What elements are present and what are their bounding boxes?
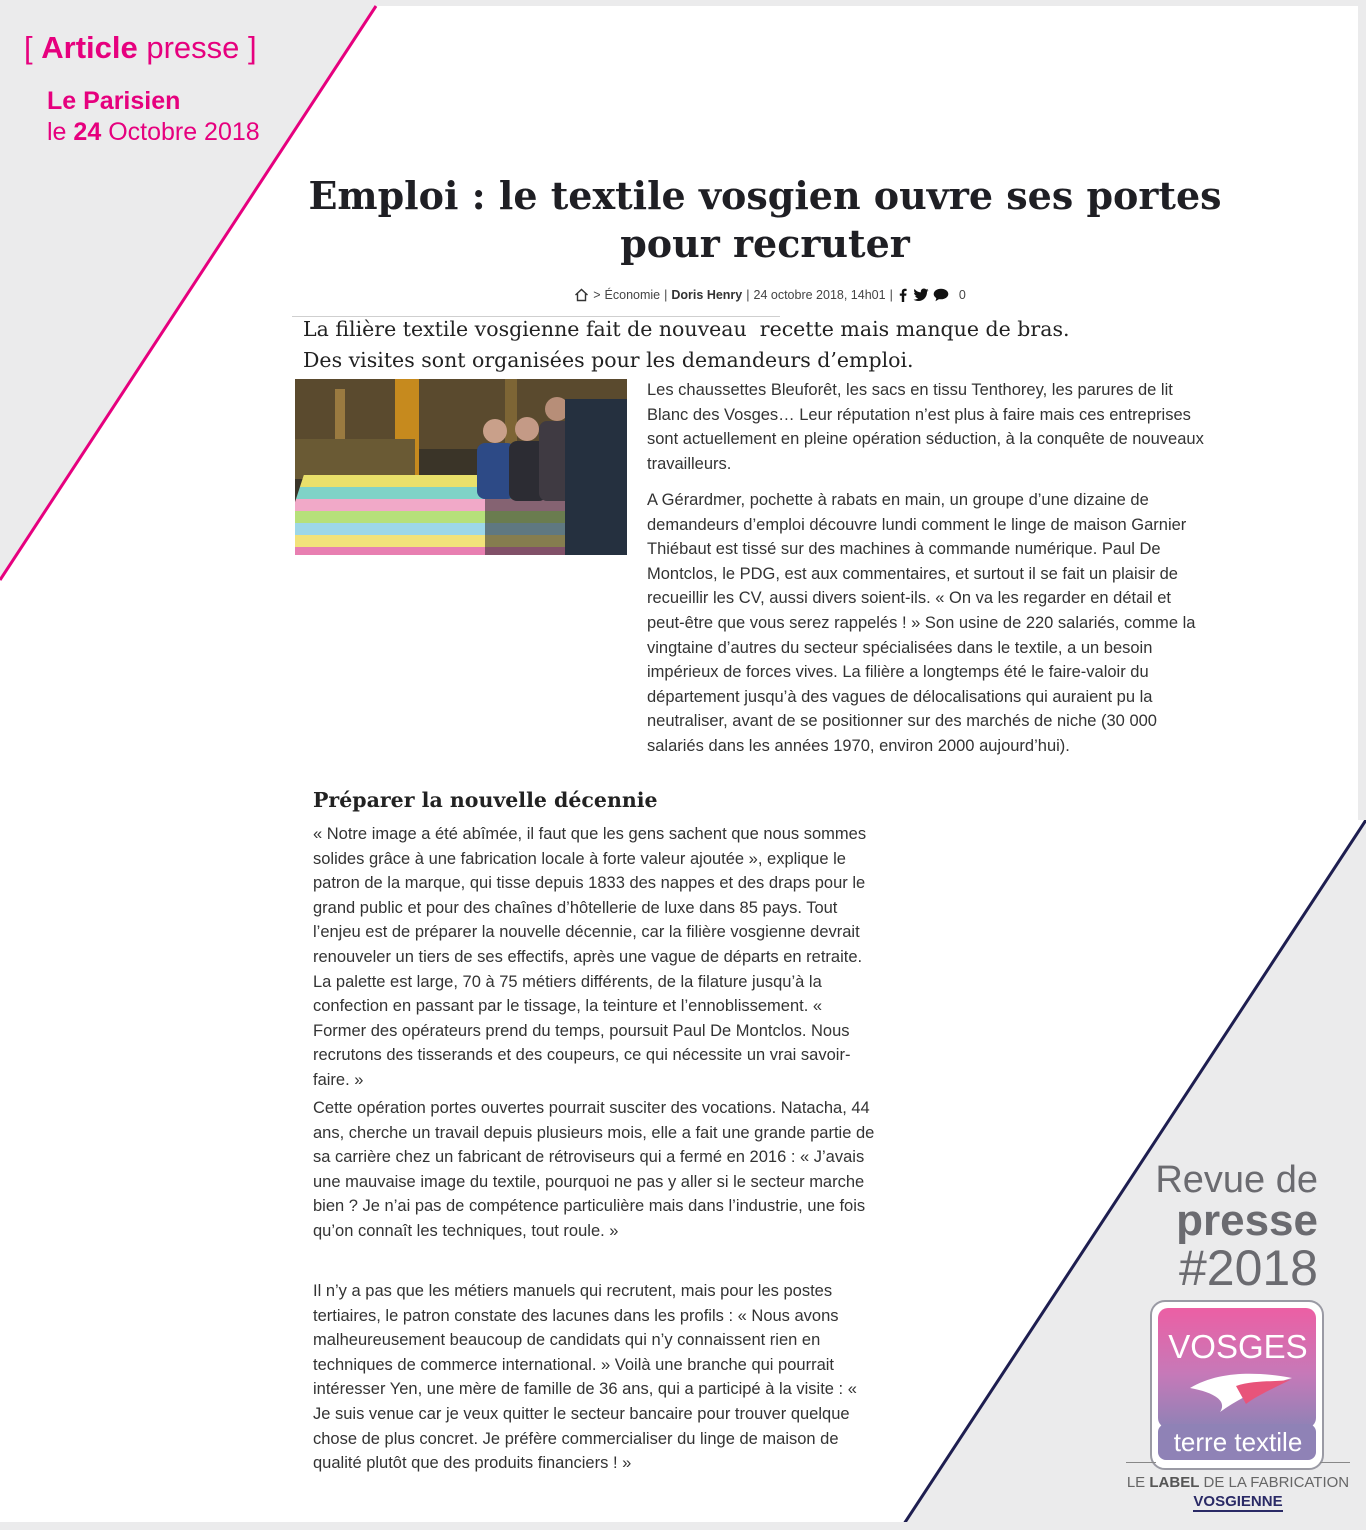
breadcrumb-section[interactable]: Économie <box>604 288 661 302</box>
source-name: Le Parisien <box>47 87 181 115</box>
label-rule-left <box>1126 1462 1156 1463</box>
comment-icon[interactable] <box>933 288 949 302</box>
revue-de-presse-title: Revue de presse #2018 <box>1155 1159 1318 1296</box>
article-headline: Emploi : le textile vosgien ouvre ses portes pour recruter <box>308 173 1222 266</box>
article-subheading: Préparer la nouvelle décennie <box>313 788 658 812</box>
paragraph-4: Cette opération portes ouvertes pourrait susciter des vocations. Natacha, 44 ans, cherche un travail depuis plusieurs mois, elle a fait une grande partie de sa carrière chez un fabricant de rétroviseurs qui a fermé en 2016 : « J’avais une mauvaise image du textile, pourquoi ne pas y aller si le secteur marche bien ? Je n’ai pas de compétence particulière mais dans l’industrie, une fois qu’on connaît les techniques, tout roule. » <box>313 1099 875 1240</box>
paragraph-1: Les chaussettes Bleuforêt, les sacs en tissu Tenthorey, les parures de lit Blanc des Vosges… Leur réputation n’est plus à faire mais ces entreprises sont actuellement en pleine opération séduction, à la conquête de nouveaux travailleurs. <box>647 381 1204 473</box>
logo-top-text: VOSGES <box>1168 1328 1308 1365</box>
author-name[interactable]: Doris Henry <box>671 288 743 302</box>
comment-count[interactable]: 0 <box>958 288 966 302</box>
label-tagline: LE LABEL DE LA FABRICATION <box>1126 1474 1350 1491</box>
label-tagline-2: VOSGIENNE <box>1193 1493 1283 1510</box>
publication-date: le 24 Octobre 2018 <box>47 118 260 146</box>
article-meta: > Économie | Doris Henry | 24 octobre 2018, 14h01 | 0 <box>520 288 1020 302</box>
article-photo <box>295 379 627 555</box>
label-rule-right <box>1320 1462 1350 1463</box>
article-datetime: 24 octobre 2018, 14h01 <box>753 288 886 302</box>
paragraph-2: A Gérardmer, pochette à rabats en main, un groupe d’une dizaine de demandeurs d’emploi découvre lundi comment le linge de maison Garnier Thiébaut est tissé sur des machines à commande numérique. Paul De Montclos, le PDG, est aux commentaires, et surtout il se fait un plaisir de recueillir les CV, aussi divers soient-ils. « On va les regarder en détail et peut-être que vous serez rappelés ! » Son usine de 220 salariés, comme la vingtaine d’autres du secteur spécialisées dans le textile, a un besoin impérieux de forces vives. La filière a longtemps été le faire-valoir du département jusqu’à des vagues de délocalisations qui auraient pu la neutraliser, avant de se positionner sur des marchés de niche (30 000 salariés dans les années 1970, environ 2000 aujourd’hui). <box>647 491 1196 755</box>
paragraph-5: Il n’y a pas que les métiers manuels qui recrutent, mais pour les postes tertiaires, le patron constate des lacunes dans les profils : « Nous avons malheureusement beaucoup de candidats qui n’y connaissent rien en techniques de commerce international. » Voilà une branche qui pourrait intéresser Yen, une mère de famille de 36 ans, qui a participé à la visite : « Je suis venue car je veux quitter le secteur bancaire pour trouver quelque chose de plus concret. Je préfère commercialiser du linge de maison de qualité plutôt que des produits financiers ! » <box>313 1282 857 1473</box>
logo-bottom-text: terre textile <box>1173 1427 1303 1457</box>
vosges-terre-textile-logo <box>1150 1300 1326 1470</box>
article-lead: La filière textile vosgienne fait de nouveau recette mais manque de bras. Des visites sont organisées pour les demandeurs d’emploi. <box>303 317 1070 372</box>
tag-bold-word: Article <box>41 30 138 65</box>
press-article-tag: [ Article presse ] <box>24 30 257 65</box>
home-icon[interactable] <box>574 288 589 302</box>
paragraph-3: « Notre image a été abîmée, il faut que les gens sachent que nous sommes solides grâce à une fabrication locale à forte valeur ajoutée », explique le patron de la marque, qui tisse depuis 1833 des nappes et des draps pour le grand public et pour des chaînes d’hôtellerie de luxe dans 85 pays. Tout l’enjeu est de préparer la nouvelle décennie, car la filière vosgienne devrait renouveler un tiers de ses effectifs, après une vague de départs en retraite. La palette est large, 70 à 75 métiers différents, de la filature jusqu’à la confection en passant par le tissage, la teinture et l’ennoblissement. « Former des opérateurs prend du temps, poursuit Paul De Montclos. Nous recrutons des tisserands et des coupeurs, ce qui nécessite un vrai savoir-faire. » <box>313 825 867 1089</box>
twitter-icon[interactable] <box>913 288 929 302</box>
facebook-icon[interactable] <box>897 288 909 302</box>
